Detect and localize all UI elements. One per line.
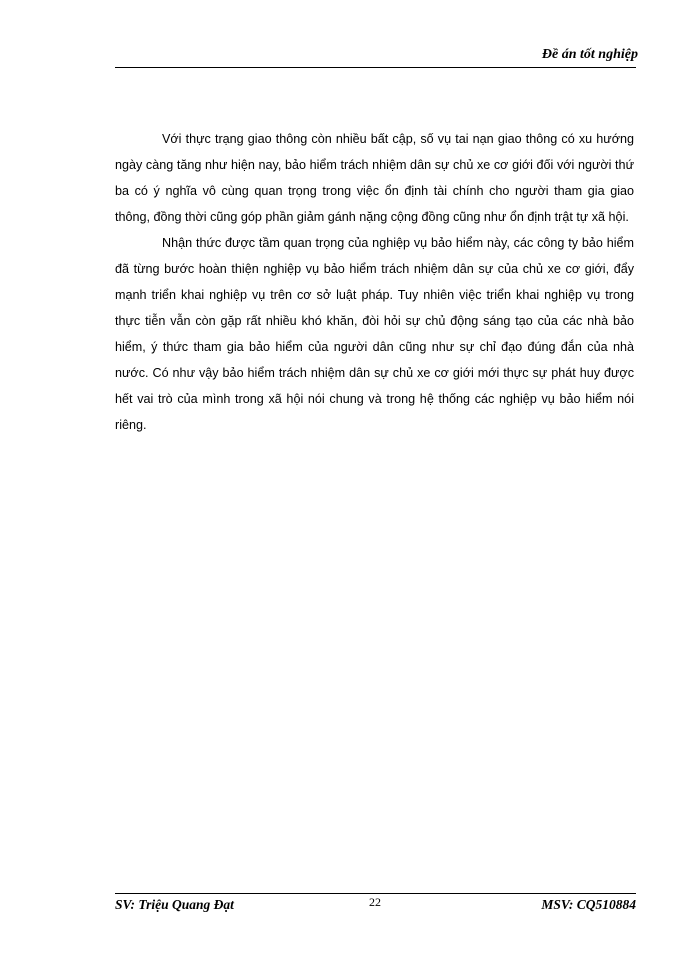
paragraph-1: Với thực trạng giao thông còn nhiều bất cập, số vụ tai nạn giao thông có xu hướng ngày càng tăng như hiện nay, bảo hiểm trách nhiệm dân sự chủ xe cơ giới đối với người thứ ba có ý nghĩa vô cùng quan trọng trong việc ổn định tài chính cho người tham gia giao thông, đồng thời cũng góp phần giảm gánh nặng cộng đồng cũng như ổn định trật tự xã hội. xyxy=(115,132,634,224)
footer-student-name: SV: Triệu Quang Đạt xyxy=(115,897,234,912)
footer-divider xyxy=(115,893,636,894)
footer-student-id: MSV: CQ510884 xyxy=(541,897,636,912)
page-number: 22 xyxy=(369,895,381,909)
header-title: Đề án tốt nghiệp xyxy=(541,47,638,62)
body-text xyxy=(115,126,634,438)
header-divider xyxy=(115,67,636,68)
paragraph-2: Nhận thức được tầm quan trọng của nghiệp vụ bảo hiểm này, các công ty bảo hiểm đã từng bước hoàn thiện nghiệp vụ bảo hiểm trách nhiệm dân sự của chủ xe cơ giới, đẩy mạnh triển khai nghiệp vụ trên cơ sở luật pháp. Tuy nhiên việc triển khai nghiệp vụ trong thực tiễn vẫn còn gặp rất nhiều khó khăn, đòi hỏi sự chủ động sáng tạo của các nhà bảo hiểm, ý thức tham gia bảo hiểm của người dân cũng như sự chỉ đạo đúng đắn của nhà nước. Có như vậy bảo hiểm trách nhiệm dân sự chủ xe cơ giới mới thực sự phát huy được hết vai trò của mình trong xã hội nói chung và trong hệ thống các nghiệp vụ bảo hiểm nói riêng. xyxy=(115,236,634,432)
